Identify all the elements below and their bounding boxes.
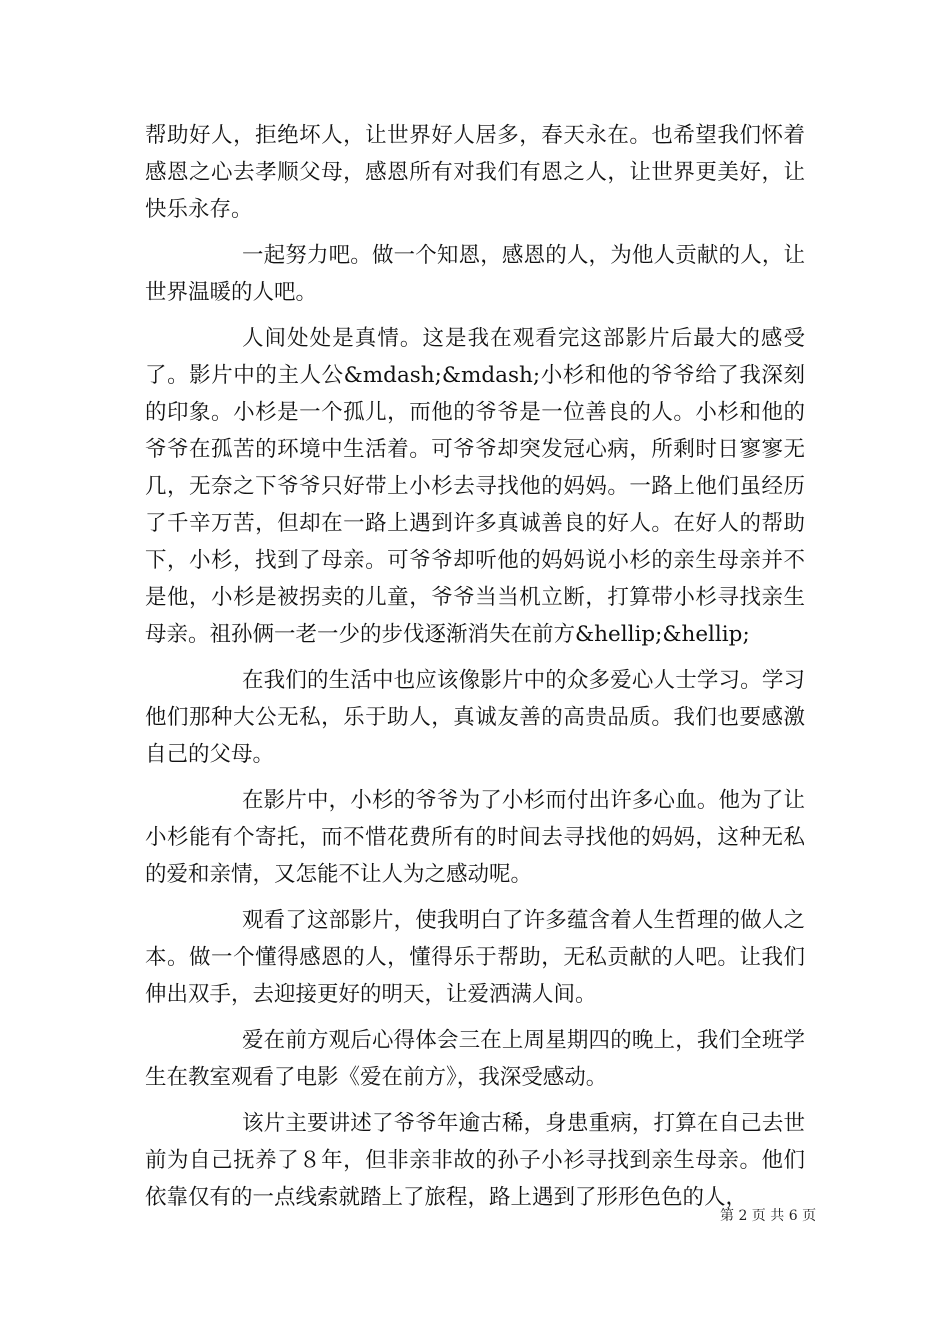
paragraph-1: 帮助好人，拒绝坏人，让世界好人居多，春天永在。也希望我们怀着感恩之心去孝顺父母，感恩所有对我们有恩之人，让世界更美好，让快乐永存。 bbox=[145, 123, 805, 222]
paragraph-7: 爱在前方观后心得体会三在上周星期四的晚上，我们全班学生在教室观看了电影《爱在前方》，我深受感动。 bbox=[145, 1028, 805, 1090]
paragraph-6: 观看了这部影片，使我明白了许多蕴含着人生哲理的做人之本。做一个懂得感恩的人，懂得乐于帮助，无私贡献的人吧。让我们伸出双手，去迎接更好的明天，让爱洒满人间。 bbox=[145, 908, 805, 1007]
document-body bbox=[145, 117, 805, 1225]
paragraph-4: 在我们的生活中也应该像影片中的众多爱心人士学习。学习他们那种大公无私，乐于助人，真诚友善的高贵品质。我们也要感激自己的父母。 bbox=[145, 668, 805, 767]
paragraph-5: 在影片中，小杉的爷爷为了小杉而付出许多心血。他为了让小杉能有个寄托，而不惜花费所有的时间去寻找他的妈妈，这种无私的爱和亲情，又怎能不让人为之感动呢。 bbox=[145, 788, 805, 887]
paragraph-3: 人间处处是真情。这是我在观看完这部影片后最大的感受了。影片中的主人公&mdash;&mdash;小杉和他的爷爷给了我深刻的印象。小杉是一个孤儿，而他的爷爷是一位善良的人。小杉和他的爷爷在孤苦的环境中生活着。可爷爷却突发冠心病，所剩时日寥寥无几，无奈之下爷爷只好带上小杉去寻找他的妈妈。一路上他们虽经历了千辛万苦，但却在一路上遇到许多真诚善良的好人。在好人的帮助下，小杉，找到了母亲。可爷爷却听他的妈妈说小杉的亲生母亲并不是他，小杉是被拐卖的儿童，爷爷当当机立断，打算带小杉寻找亲生母亲。祖孙俩一老一少的步伐逐渐消失在前方&hellip;&hellip; bbox=[145, 326, 805, 647]
paragraph-8: 该片主要讲述了爷爷年逾古稀，身患重病，打算在自己去世前为自己抚养了８年，但非亲非故的孙子小衫寻找到亲生母亲。他们依靠仅有的一点线索就踏上了旅程，路上遇到了形形色色的人， bbox=[145, 1111, 805, 1210]
paragraph-2: 一起努力吧。做一个知恩，感恩的人，为他人贡献的人，让世界温暖的人吧。 bbox=[145, 243, 805, 305]
page-number: 第 2 页 共 6 页 bbox=[720, 1208, 817, 1224]
